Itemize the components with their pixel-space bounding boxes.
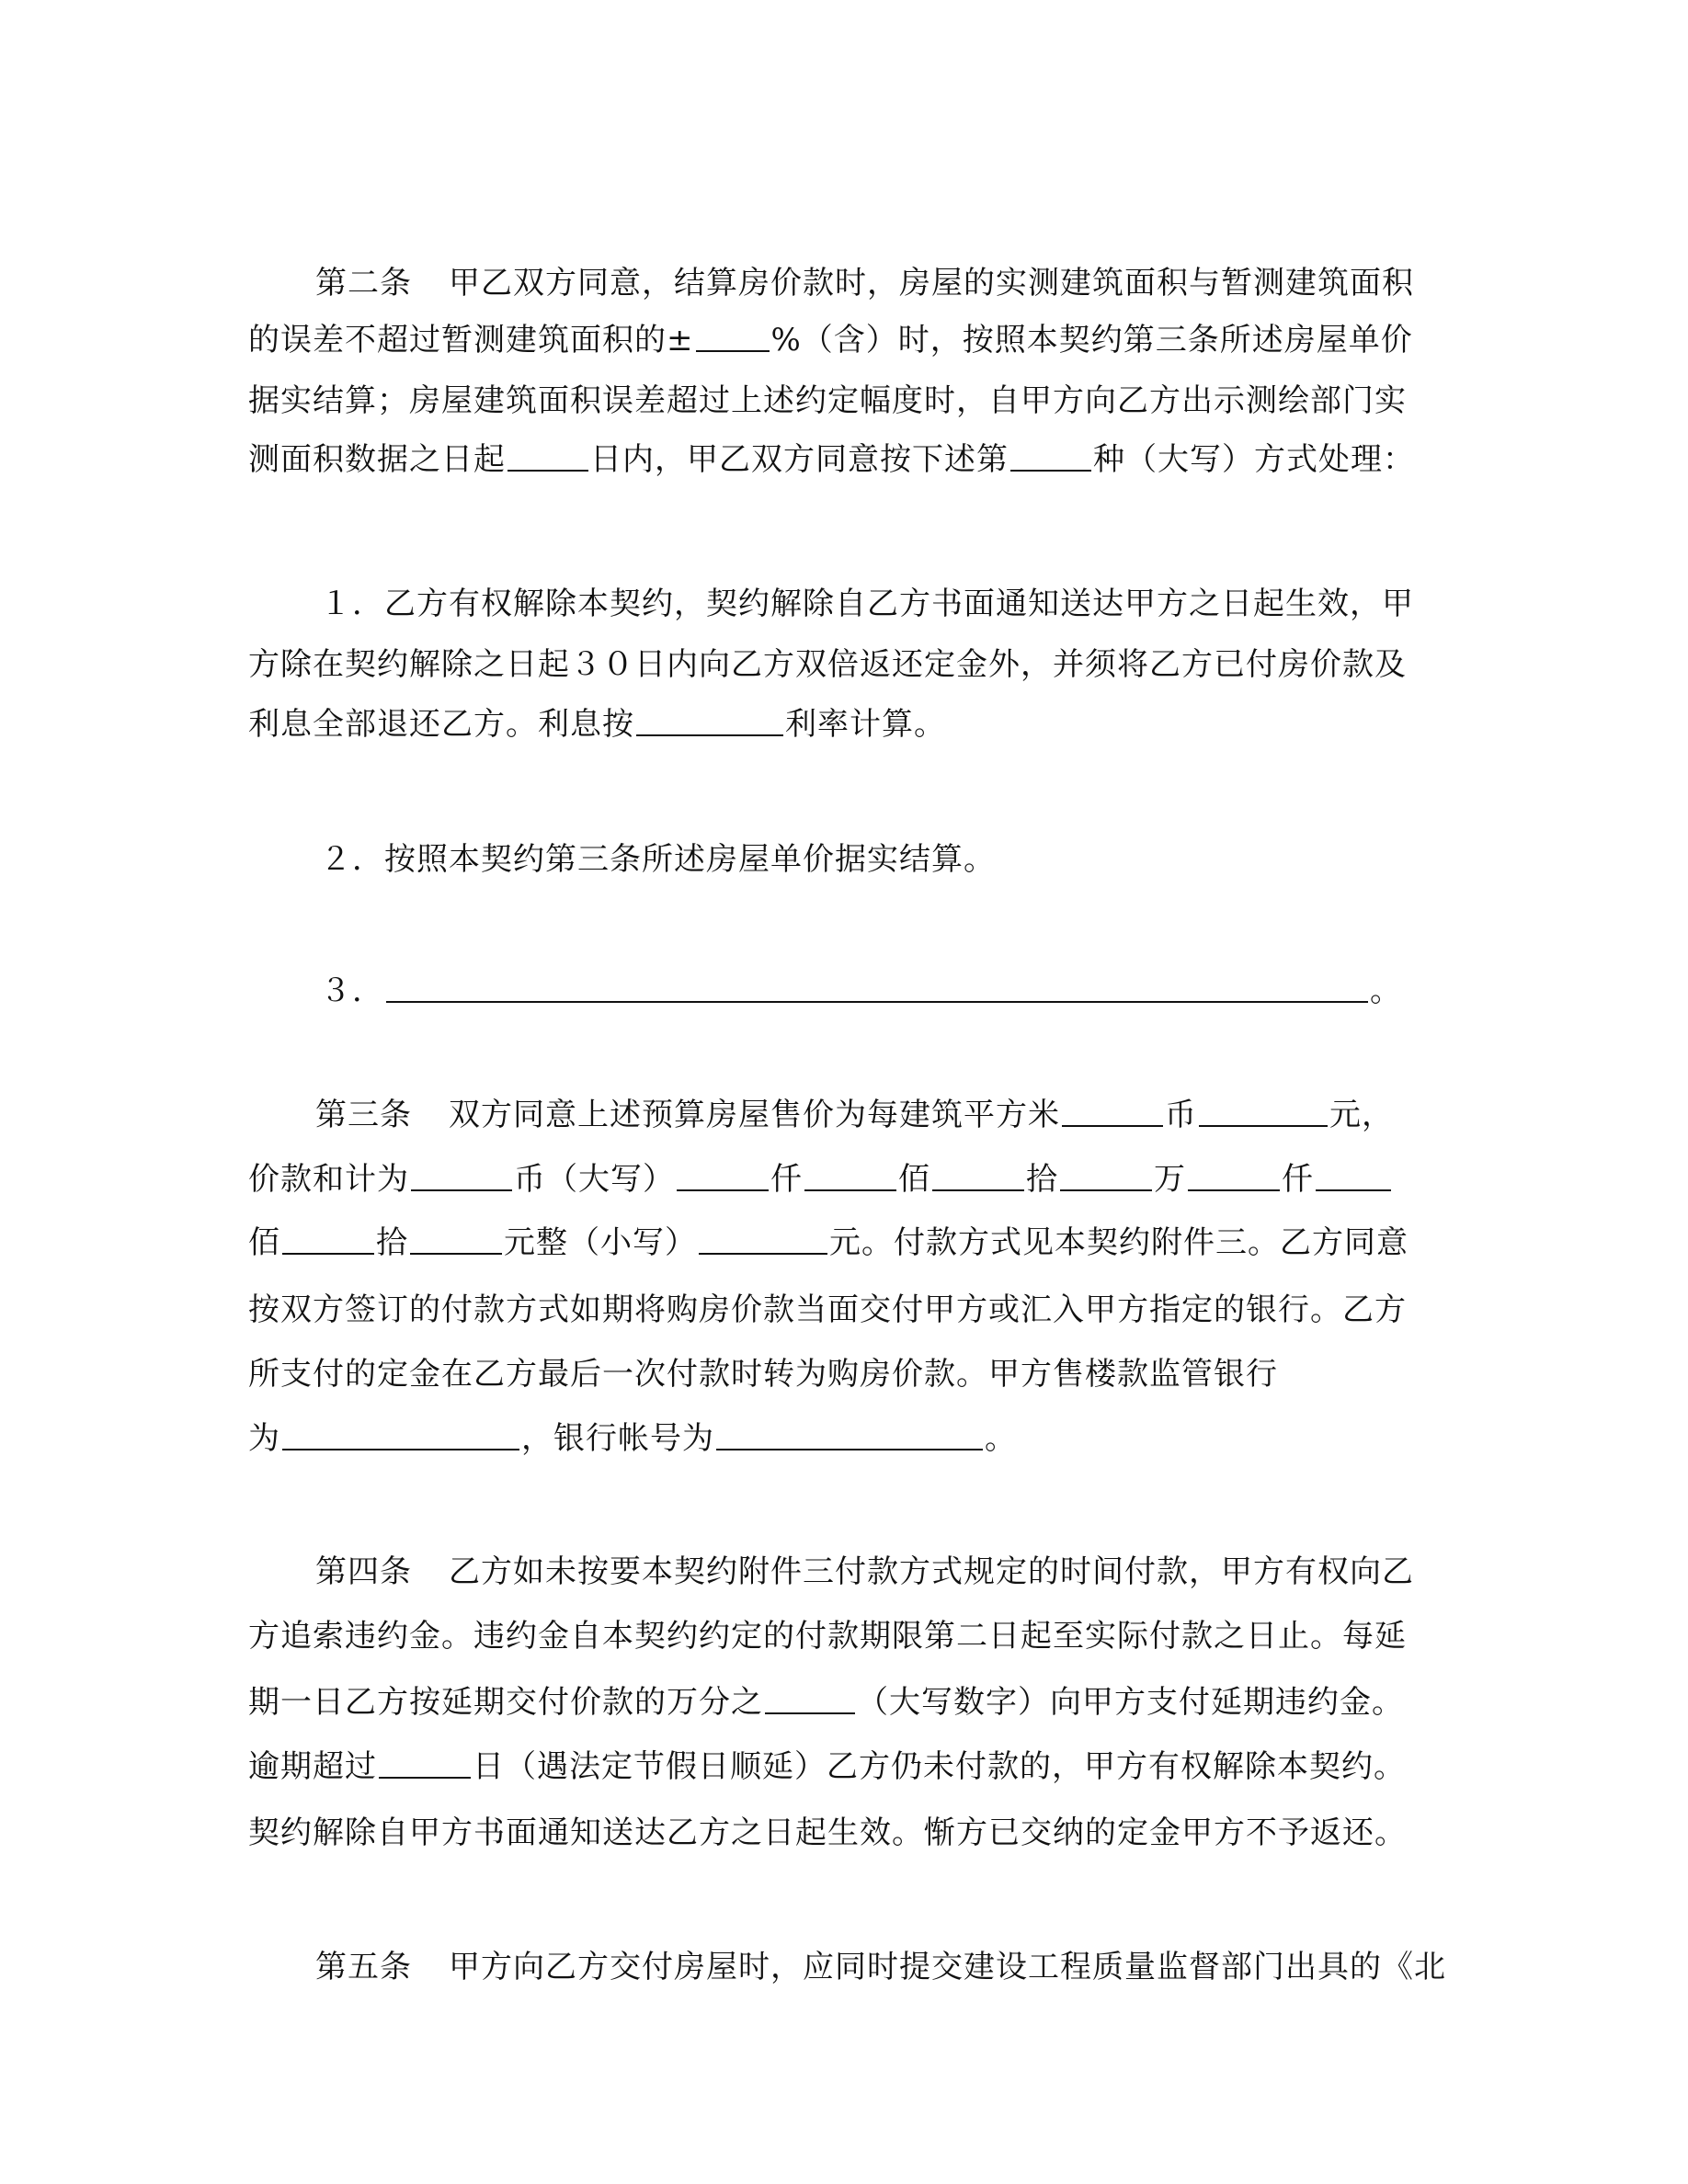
option-1-line-2 (248, 646, 1407, 683)
text: 日（遇法定节假日顺延）乙方仍未付款的，甲方有权解除本契约。 (473, 1748, 1406, 1785)
blank-amount[interactable] (1188, 1162, 1280, 1191)
text: 佰 (898, 1161, 930, 1198)
blank-amount[interactable] (932, 1162, 1024, 1191)
blank-account-number[interactable] (716, 1421, 983, 1450)
article-3-line-3 (248, 1224, 1409, 1261)
text: 元， (1329, 1097, 1394, 1133)
text: 元整（小写） (504, 1224, 697, 1261)
text: 测面积数据之日起 (248, 441, 506, 478)
blank-amount[interactable] (804, 1162, 896, 1191)
article-4-line-3 (248, 1684, 1404, 1721)
text: 的误差不超过暂测建筑面积的± (248, 322, 694, 358)
blank-days[interactable] (508, 442, 588, 472)
blank-bank[interactable] (282, 1421, 519, 1450)
option-1-line-3 (248, 706, 946, 743)
article-2-line-1 (315, 265, 1414, 301)
text: 所支付的定金在乙方最后一次付款时转为购房价款。甲方售楼款监管银行 (248, 1356, 1278, 1393)
text: 方除在契约解除之日起３０日内向乙方双倍返还定金外，并须将乙方已付房价款及 (248, 646, 1407, 683)
text: （大写数字）向甲方支付延期违约金。 (857, 1684, 1404, 1721)
article-5-heading: 第五条 (315, 1949, 412, 1985)
text: 万 (1154, 1161, 1186, 1198)
article-2-heading: 第二条 (315, 265, 412, 301)
option-3-number: ３． (320, 973, 384, 1009)
text: 佰 (248, 1224, 280, 1261)
blank-amount[interactable] (410, 1225, 502, 1255)
blank-amount[interactable] (282, 1225, 374, 1255)
text: ，银行帐号为 (521, 1420, 714, 1457)
article-3-line-1 (315, 1097, 1394, 1133)
blank-overdue-days[interactable] (379, 1749, 471, 1779)
text: 双方同意上述预算房屋售价为每建筑平方米 (449, 1097, 1060, 1133)
text: %（含）时，按照本契约第三条所述房屋单价 (770, 322, 1413, 358)
blank-penalty-rate[interactable] (765, 1685, 855, 1714)
blank-option[interactable] (1010, 442, 1091, 472)
article-3-line-5 (248, 1356, 1278, 1393)
article-4-line-5 (248, 1814, 1407, 1851)
text: 日内，甲乙双方同意按下述第 (590, 441, 1009, 478)
text: 拾 (376, 1224, 408, 1261)
text: １．乙方有权解除本契约，契约解除自乙方书面通知送达甲方之日起生效，甲 (320, 586, 1414, 622)
text: 。 (1370, 973, 1402, 1009)
text: 甲乙双方同意，结算房价款时，房屋的实测建筑面积与暂测建筑面积 (449, 265, 1414, 301)
text: 逾期超过 (248, 1748, 377, 1785)
text: ２．按照本契约第三条所述房屋单价据实结算。 (320, 841, 996, 878)
article-4-line-1 (315, 1553, 1414, 1590)
article-3-line-2 (248, 1161, 1393, 1198)
option-3-line-1 (320, 973, 1402, 1009)
text: 按双方签订的付款方式如期将购房价款当面交付甲方或汇入甲方指定的银行。乙方 (248, 1291, 1407, 1328)
text: 契约解除自甲方书面通知送达乙方之日起生效。惭方已交纳的定金甲方不予返还。 (248, 1814, 1407, 1851)
text: 拾 (1026, 1161, 1058, 1198)
option-1-line-1 (320, 586, 1414, 622)
blank-currency[interactable] (1062, 1098, 1163, 1127)
blank-unit-price[interactable] (1199, 1098, 1328, 1127)
text: 期一日乙方按延期交付价款的万分之 (248, 1684, 763, 1721)
text: 乙方如未按要本契约附件三付款方式规定的时间付款，甲方有权向乙 (449, 1553, 1414, 1590)
text: 元。付款方式见本契约附件三。乙方同意 (829, 1224, 1409, 1261)
option-2-line-1 (320, 841, 996, 878)
text: 据实结算；房屋建筑面积误差超过上述约定幅度时，自甲方向乙方出示测绘部门实 (248, 382, 1407, 419)
text: 。 (985, 1420, 1017, 1457)
article-4-heading: 第四条 (315, 1553, 412, 1590)
text: 种（大写）方式处理： (1093, 441, 1415, 478)
blank-interest-rate[interactable] (636, 707, 783, 736)
text: 价款和计为 (248, 1161, 409, 1198)
article-5-line-1 (315, 1949, 1446, 1985)
blank-option-3[interactable] (386, 973, 1368, 1003)
blank-amount[interactable] (1316, 1162, 1391, 1191)
article-2-line-3 (248, 382, 1407, 419)
article-2-line-4 (248, 441, 1415, 478)
text: 为 (248, 1420, 280, 1457)
article-4-line-2 (248, 1618, 1407, 1655)
blank-currency[interactable] (411, 1162, 512, 1191)
text: 利息全部退还乙方。利息按 (248, 706, 634, 743)
text: 仟 (1282, 1161, 1314, 1198)
blank-amount-figures[interactable] (699, 1225, 827, 1255)
text: 币 (1165, 1097, 1197, 1133)
article-3-heading: 第三条 (315, 1097, 412, 1133)
article-2-line-2 (248, 322, 1413, 358)
article-4-line-4 (248, 1748, 1406, 1785)
text: 仟 (770, 1161, 803, 1198)
text: 甲方向乙方交付房屋时，应同时提交建设工程质量监督部门出具的《北 (449, 1949, 1446, 1985)
text: 方追索违约金。违约金自本契约约定的付款期限第二日起至实际付款之日止。每延 (248, 1618, 1407, 1655)
text: 币（大写） (514, 1161, 675, 1198)
blank-amount[interactable] (1060, 1162, 1152, 1191)
blank-amount[interactable] (677, 1162, 769, 1191)
blank-percent[interactable] (696, 323, 770, 352)
article-3-line-6 (248, 1420, 1017, 1457)
text: 利率计算。 (785, 706, 946, 743)
article-3-line-4 (248, 1291, 1407, 1328)
